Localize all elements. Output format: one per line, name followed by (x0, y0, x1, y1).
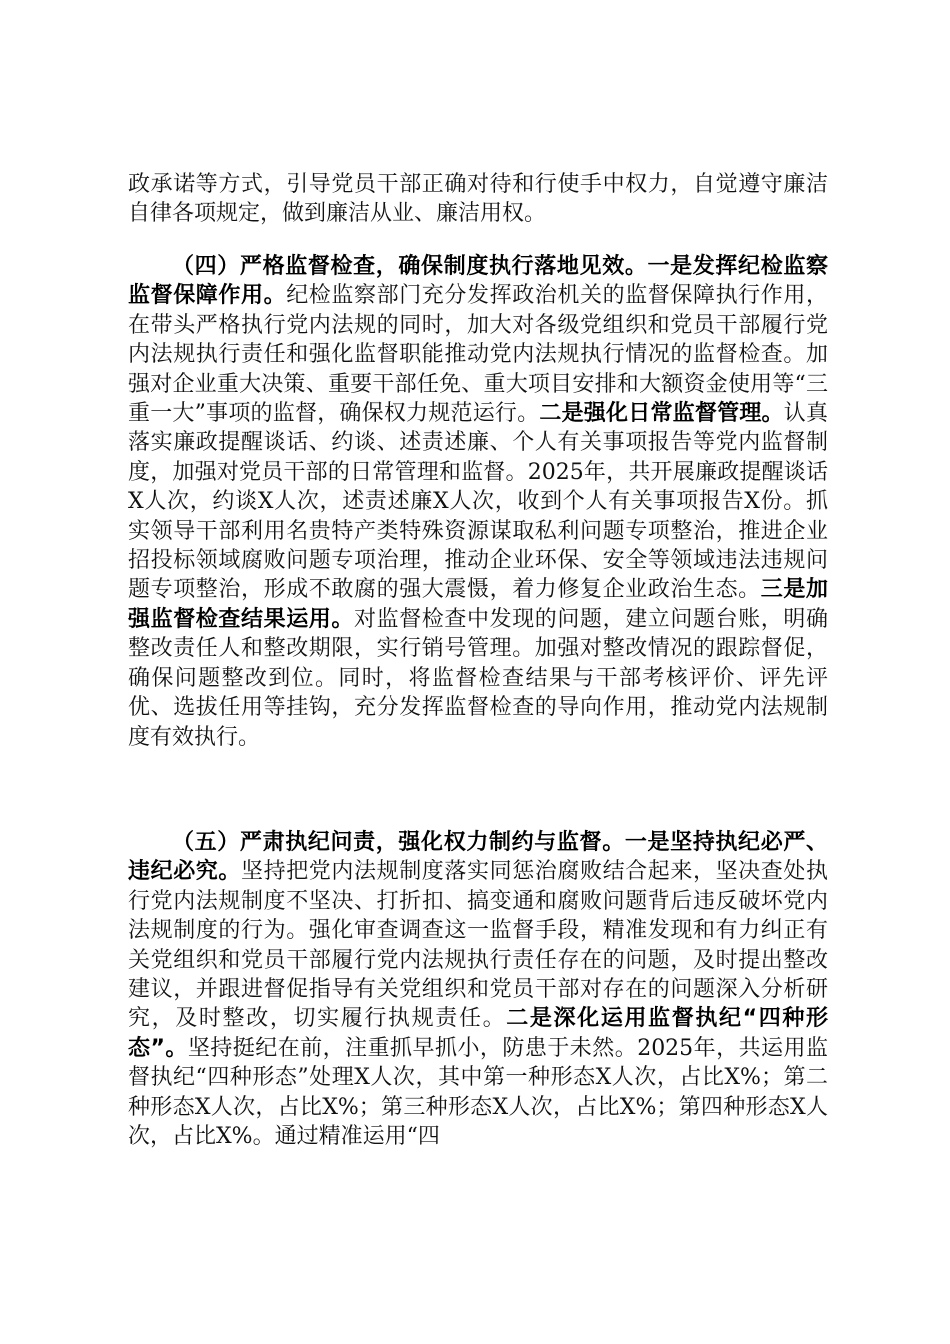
point-two-title: 二是深化运用监督执纪“四种形态”。 (128, 1006, 828, 1061)
point-three-title: 三是加强监督检查结果运用。 (128, 577, 828, 632)
point-two-body: 认真落实廉政提醒谈话、约谈、述责述廉、个人有关事项报告等党内监督制度，加强对党员干部的日常管理和监督。2025年，共开展廉政提醒谈话X人次，约谈X人次，述责述廉X人次，收到个人有关事项报告X份。抓实领导干部利用名贵特产类特殊资源谋取私利问题专项整治，推进企业招投标领域腐败问题专项治理，推动企业环保、安全等领域违法违规问题专项整治，形成不敢腐的强大震慑，着力修复企业政治生态。 (128, 401, 828, 603)
section-four-heading: （四）严格监督检查，确保制度执行落地见效。 (172, 254, 648, 279)
point-one-title: 一是坚持执纪必严、违纪必究。 (128, 830, 828, 885)
point-two-title: 二是强化日常监督管理。 (539, 401, 784, 427)
section-five-heading: （五）严肃执纪问责，强化权力制约与监督。 (172, 830, 625, 855)
paragraph-text: 政承诺等方式，引导党员干部正确对待和行使手中权力，自觉遵守廉洁自律各项规定，做到廉洁从业、廉洁用权。 (128, 172, 828, 227)
section-four-paragraph (128, 252, 828, 752)
point-three-body: 对监督检查中发现的问题，建立问题台账，明确整改责任人和整改期限，实行销号管理。加强对整改情况的跟踪督促，确保问题整改到位。同时，将监督检查结果与干部考核评价、评先评优、选拔任用等挂钩，充分发挥监督检查的导向作用，推动党内法规制度有效执行。 (128, 606, 828, 750)
point-two-body: 坚持挺纪在前，注重抓早抓小，防患于未然。2025年，共运用监督执纪“四种形态”处理X人次，其中第一种形态X人次，占比X%；第二种形态X人次，占比X%；第三种形态X人次，占比X%；第四种形态X人次，占比X%。通过精准运用“四 (128, 1035, 828, 1150)
point-one-title: 一是发挥纪检监察监督保障作用。 (128, 254, 828, 309)
section-five-paragraph (128, 828, 828, 1151)
point-one-body: 纪检监察部门充分发挥政治机关的监督保障执行作用，在带头严格执行党内法规的同时，加大对各级党组织和党员干部履行党内法规执行责任和强化监督职能推动党内法规执行情况的监督检查。加强对企业重大决策、重要干部任免、重大项目安排和大额资金使用等“三重一大”事项的监督，确保权力规范运行。 (128, 283, 828, 427)
point-one-body: 坚持把党内法规制度落实同惩治腐败结合起来，坚决查处执行党内法规制度不坚决、打折扣、搞变通和腐败问题背后违反破坏党内法规制度的行为。强化审查调查这一监督手段，精准发现和有力纠正有关党组织和党员干部履行党内法规执行责任存在的问题，及时提出整改建议，并跟进督促指导有关党组织和党员干部对存在的问题深入分析研究，及时整改，切实履行执规责任。 (128, 859, 828, 1032)
paragraph-continuation (128, 170, 828, 229)
